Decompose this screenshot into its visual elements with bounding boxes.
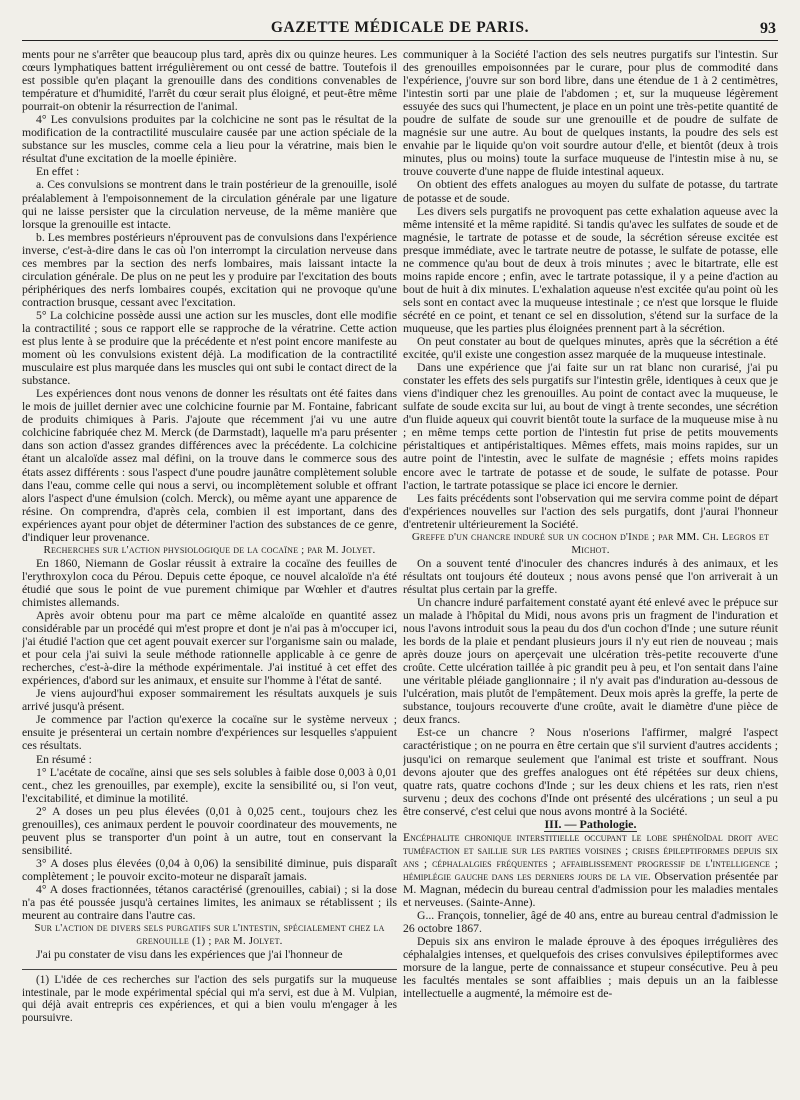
part-heading (403, 818, 778, 831)
paragraph: Après avoir obtenu pour ma part ce même alcaloïde en quantité assez considérable par un procédé qui m'est propre et dont je n'ai pas à m'occuper ici, j'ai étudié l'action que cet agent pouvait exercer sur l'organisme sain ou malade, et pour cela j'ai suivi la seule méthode rationnelle applicable à ce genre de recherches, c'est-à-dire la méthode expérimentale. J'ai institué à cet effet des expériences, d'abord sur les animaux, et ensuite sur l'homme à l'état de santé. (22, 609, 397, 688)
paragraph: On a souvent tenté d'inoculer des chancres indurés à des animaux, et les résultats ont toujours été douteux ; nous avons pensé que l'on arriverait à un résultat plus certain par la greffe. (403, 556, 778, 596)
paragraph: Un chancre induré parfaitement constaté ayant été enlevé avec le prépuce sur un malade à l'hôpital du Midi, nous avons pris un fragment de l'induration et nous l'avons introduit sous la peau du dos d'un cochon d'Inde ; une suture réunit les bords de la plaie et pendant plusieurs jours il n'y eut rien de nouveau ; mais après douze jours on aperçevait une ulcération très-petite recouverte d'une croûte. Cette ulcération taillée à pic grandit peu à peu, et l'on sentait dans l'aine une véritable pléiade ganglionnaire ; il n'y avait pas d'induration au-dessous de l'ulcération, mais plutôt de l'empâtement. Deux mois après la greffe, la perte de substance, toujours recouverte d'une croûte, avait le diamètre d'une pièce de deux francs. (403, 595, 778, 727)
paragraph: En résumé : (36, 752, 92, 766)
paragraph: En 1860, Niemann de Goslar réussit à extraire la cocaïne des feuilles de l'erythroxylon coca du Pérou. Depuis cette époque, ce nouvel alcaloïde n'a été étudié que sous le point de vue purement chimique par Wœhler et d'autres chimistes allemands. (22, 556, 397, 609)
paragraph: 3° A doses plus élevées (0,04 à 0,06) la sensibilité diminue, puis disparaît complètement ; le pouvoir excito-moteur ne disparaît jamais. (22, 856, 397, 883)
paragraph: Je commence par l'action qu'exerce la cocaïne sur le système nerveux ; ensuite je présenterai un certain nombre d'expériences sur lesquelles s'appuient ces résultats. (22, 713, 397, 753)
paragraph: 5° La colchicine possède aussi une action sur les muscles, dont elle modifie la contractilité ; sous ce rapport elle se rapproche de la vératrine. Cette action est plus lente à se produire que la précédente et n'est point encore manifeste au moment où les convulsions existent déjà. La modification de la contractilité musculaire est plus marquée dans les muscles qui ont subi le contact direct de la substance. (22, 308, 397, 388)
paragraph: Je viens aujourd'hui exposer sommairement les résultats auxquels je suis arrivé jusqu'à présent. (22, 687, 397, 714)
page-number: 93 (760, 20, 776, 37)
paragraph: 2° A doses un peu plus élevées (0,01 à 0,025 cent., toujours chez les grenouilles), ces animaux perdent le pouvoir coordinateur des mouvements, ne peuvent plus se transporter d'un point à un autre, tout en conservant la sensibilité. (22, 804, 397, 857)
right-column (403, 48, 778, 1093)
observation-subtitle: Observation présentée par M. Magnan, médecin du bureau central d'admission pour les maladies mentales et nerveuses. (Sainte-Anne). (403, 869, 778, 910)
paragraph: 1° L'acétate de cocaïne, ainsi que ses sels solubles à faible dose 0,003 à 0,01 cent., chez les grenouilles, par exemple), excite la sensibilité ou, si l'on veut, l'excitabilité, et diminue la motilité. (22, 765, 397, 805)
paragraph: ments pour ne s'arrêter que beaucoup plus tard, après dix ou quinze heures. Les cœurs lymphatiques battent irrégulièrement ou ont cessé de battre. Toutefois il est possible qu'en plaçant la grenouille dans des conditions convenables de température et d'humidité, l'arrêt du cœur serait plus éloigné, et peut-être même pourrait-on obtenir la résurrection de l'animal. (22, 48, 397, 114)
paragraph: b. Les membres postérieurs n'éprouvent pas de convulsions dans l'expérience inverse, c'est-à-dire dans le cas où l'on interrompt la circulation nerveuse dans ces membres par la section des nerfs lombaires, mais laissant intacte la circulation générale. De plus on ne peut les y produire par l'excitation des bouts périphériques des nerfs lombaires coupés, excitation qui ne provoque qu'une contraction brusque, cessant avec l'excitation. (22, 230, 397, 309)
part-heading-text: III. — Pathologie. (544, 816, 637, 831)
paragraph: Les expériences dont nous venons de donner les résultats ont été faites dans le mois de juillet dernier avec une colchicine fournie par M. Fontaine, fabricant de produits chimiques à Paris. J'ajoute que récemment j'ai vu une autre colchicine fabriquée chez M. Merck (de Darmstadt), laquelle m'a paru présenter dans son action d'assez grandes différences avec la précédente. La colchicine étant un alcaloïde assez mal défini, on la trouve dans le commerce sous des états assez différents : sous l'aspect d'une poudre jaunâtre complètement soluble dans l'eau, comme celle qui nous a servi, ou incomplètement soluble et offrant alors l'aspect d'une émulsion (colch. Merck), ou même ayant une apparence de résine. On comprendra, d'après cela, combien il est important, dans des expériences ayant pour objet de déterminer l'action des substances de ce genre, d'indiquer leur provenance. (22, 387, 397, 544)
paragraph: J'ai pu constater de visu dans les expériences que j'ai l'honneur de (36, 948, 343, 962)
journal-title: GAZETTE MÉDICALE DE PARIS. (270, 19, 530, 36)
footnote: (1) L'idée de ces recherches sur l'action des sels purgatifs sur la muqueuse intestinale, par le mode expérimental spécial qui m'a servi, est due à M. Vulpian, qui déjà avait entrepris ces expériences, et qui a bien voulu m'engager à les poursuivre. (22, 974, 397, 1025)
paragraph: Les faits précédents sont l'observation qui me servira comme point de départ d'expériences nouvelles sur l'action des sels purgatifs, dont j'aurai l'honneur d'entretenir ultérieurement la Société. (403, 491, 778, 531)
paragraph: Les divers sels purgatifs ne provoquent pas cette exhalation aqueuse avec la même intensité et la même rapidité. Si tandis qu'avec les sulfates de soude et de magnésie, le tartrate de potasse et de soude, la sécrétion séreuse excitée est presque immédiate, avec le tartrate neutre de potasse, le sulfate de potasse, elle ne commence qu'au bout de deux à trois minutes ; avec le bitartrate, elle est moins rapide encore ; enfin, avec le tartrate potassique, il y a peine d'action au bout de huit à dix minutes. L'exhalation aqueuse n'est excitée qu'au point où les sels sont en contact avec la muqueuse intestinale ; ce n'est que lorsque le fluide sécrété en ce point, et tenant ce sel en dissolution, s'étend sur la surface de la muqueuse, que les parties plus éloignées prennent part à la sécrétion. (403, 204, 778, 335)
section-heading: Recherches sur l'action physiologique de la cocaïne ; par M. Jolyet. (43, 543, 376, 556)
paragraph: a. Ces convulsions se montrent dans le train postérieur de la grenouille, isolé préalablement à l'empoisonnement de la circulation générale par une ligature qui ne laisse persister que la circulation nerveuse, de la même manière que lorsque la grenouille est intacte. (22, 178, 397, 231)
paragraph: 4° A doses fractionnées, tétanos caractérisé (grenouilles, cabiai) ; si la dose n'a pas été poussée jusqu'à certaines limites, les animaux se rétablissent ; ils meurent au contraire dans l'autre cas. (22, 883, 397, 923)
paragraph: En effet : (36, 165, 80, 179)
paragraph: communiquer à la Société l'action des sels neutres purgatifs sur l'intestin. Sur des grenouilles empoisonnées par le curare, pour plus de commodité dans l'expérience, j'ouvre sur son bord libre, dans une étendue de 1 à 2 centimètres, l'intestin sorti par une plaie de l'abdomen ; et, sur la muqueuse légèrement essuyée des sucs qui l'humectent, je place en un point une très-petite quantité de poudre de sulfate de soude sur une grenouille et de poudre de sulfate de magnésie sur une autre. Au bout de quelques instants, la poudre des sels est envahie par le liquide qu'on voit sourdre autour d'elle, et bientôt (deux à trois minutes, plus ou moins) toute la surface muqueuse de l'intestin mise à nu, se trouve couverte d'une nappe de fluide intestinal aqueux. (403, 48, 778, 179)
footnote-divider (22, 969, 397, 970)
paragraph: Est-ce un chancre ? Nous n'oserions l'affirmer, malgré l'aspect caractéristique ; on ne pourra en être certain que s'il survient d'autres accidents ; jusqu'ici on remarque seulement que l'animal est triste et souffrant. Nous devons ajouter que des greffes analogues ont été répétées sur deux chiens, quatre rats, quatre cochons d'Inde ; sur les deux chiens et les rats, rien n'est survenu ; deux des cochons d'Inde ont présenté des ulcérations ; un seul a pu être conservé, c'est celui que nous avons montré à la Société. (403, 726, 778, 818)
paragraph: On obtient des effets analogues au moyen du sulfate de potasse, du tartrate de potasse et de soude. (403, 178, 778, 205)
paragraph: On peut constater au bout de quelques minutes, après que la sécrétion a été excitée, qu'il existe une congestion assez marquée de la muqueuse intestinale. (403, 335, 778, 362)
section-heading: Greffe d'un chancre induré sur un cochon d'Inde ; par MM. Ch. Legros et Michot. (411, 530, 770, 556)
section-heading: Sur l'action de divers sels purgatifs sur l'intestin, spécialement chez la grenouille (1) ; par M. Jolyet. (34, 922, 385, 948)
page-header (22, 14, 778, 41)
paragraph: Dans une expérience que j'ai faite sur un rat blanc non curarisé, j'ai pu constater les effets des sels purgatifs sur l'intestin grêle, identiques à ceux que je viens d'indiquer chez les grenouilles. Au point de contact avec la muqueuse, le sulfate de soude excita sur lui, au bout de vingt à trente secondes, une sécrétion d'un fluide aqueux qui couvrit bientôt toute la surface de la muqueuse mise à nu ; en même temps cette portion de l'intestin fut prise de petits mouvements péristaltiques et antipéristaltiques. Mêmes effets, mais moins rapides, sur un autre point de l'intestin, avec le sulfate de magnésie ; effets moins rapides encore avec le tartrate de potasse et de soude, le sulfate de potasse. Pour l'action, le tartrate potassique se place ici encore le dernier. (403, 361, 778, 492)
left-column (22, 48, 397, 1093)
observation-heading (403, 831, 778, 909)
paragraph: 4° Les convulsions produites par la colchicine ne sont pas le résultat de la modification de la contractilité musculaire causée par une action spéciale de la substance sur les muscles, comme cela a lieu pour la vératrine, mais bien le résultat d'une excitation de la moelle épinière. (22, 113, 397, 166)
paragraph: Depuis six ans environ le malade éprouve à des époques irrégulières des céphalalgies intenses, et quelquefois des crises convulsives épileptiformes avec morsure de la langue, perte de connaissance et stupeur consécutive. Peu à peu les facultés mentales se sont affaiblies ; mais depuis un an la faiblesse intellectuelle a augmenté, la mémoire est de- (403, 935, 778, 1001)
paragraph: G... François, tonnelier, âgé de 40 ans, entre au bureau central d'admission le 26 octobre 1867. (403, 909, 778, 936)
observation-title: Encéphalite chronique interstitielle occupant le lobe sphénoïdal droit avec tuméfaction et saillie sur les parties voisines ; crises épileptiformes depuis six ans ; céphalalgies fréquentes ; affaiblissement progressif de l'intelligence ; hémiplégie gauche dans les derniers jours de la vie. (403, 830, 778, 883)
